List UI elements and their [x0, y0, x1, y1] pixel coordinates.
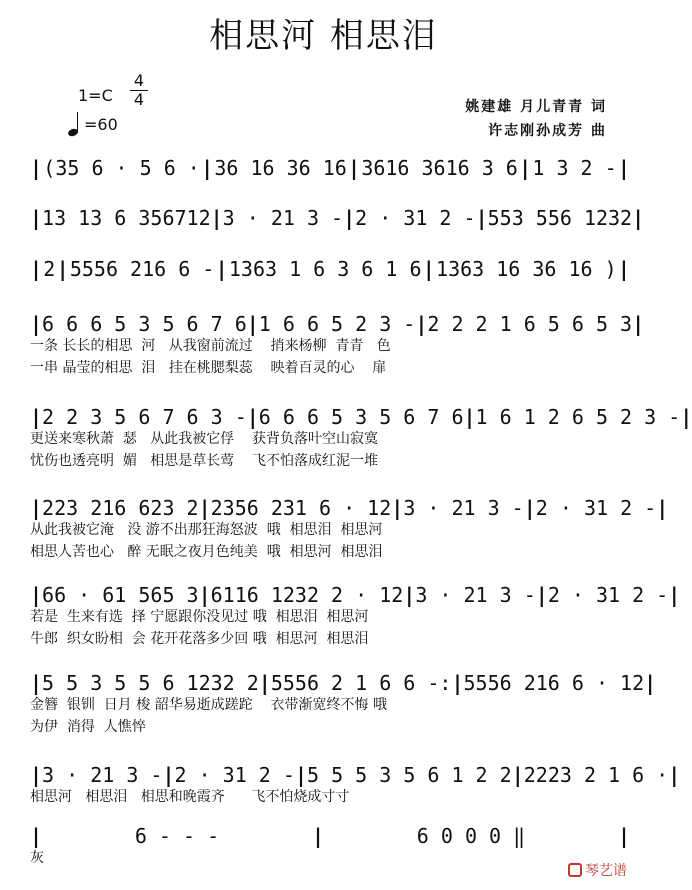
barline: | [210, 206, 223, 230]
barline: | [668, 583, 681, 607]
barline: | [348, 156, 361, 180]
measure: 6116 1232 2 · 12 [210, 583, 404, 607]
barline: | [617, 257, 630, 281]
notation-system [30, 157, 630, 179]
barline: | [403, 583, 416, 607]
notation-system [30, 763, 681, 787]
measure: 2 · 31 2 - [174, 763, 295, 787]
barline: | [632, 312, 645, 336]
barline: | [343, 206, 356, 230]
barline: | [311, 824, 324, 848]
barline: | [535, 583, 548, 607]
barline: | [246, 312, 259, 336]
measure: 1 6 1 2 6 5 2 3 - [475, 405, 681, 429]
measure: 2 · 31 2 - [355, 206, 476, 230]
lyric-line: 从此我被它淹 没 游不出那狂海怒波 哦 相思泪 相思河 [30, 522, 383, 538]
measure: 553 556 1232 [487, 206, 633, 230]
barline: | [523, 496, 536, 520]
measure: 1363 1 6 3 6 1 6 [228, 257, 422, 281]
measure: 6 0 0 0 ‖ [416, 824, 526, 848]
song-title: 相思河 相思泪 [209, 16, 438, 56]
barline: | [30, 206, 43, 230]
lyric-line: 为伊 消得 人憔悴 [30, 719, 146, 735]
measure: 3616 3616 3 6 [361, 156, 518, 180]
measure: 6 6 6 5 3 5 6 7 6 [42, 312, 247, 336]
barline: | [617, 156, 630, 180]
barline: | [162, 763, 175, 787]
barline: | [451, 671, 464, 695]
time-signature-top: 4 [133, 71, 145, 90]
lyric-line: 灰 [30, 850, 44, 866]
barline: | [511, 763, 524, 787]
site-logo [568, 860, 627, 880]
measure: 3 · 21 3 - [42, 763, 163, 787]
measure: 223 216 623 2 [42, 496, 199, 520]
barline: | [30, 496, 43, 520]
barline: | [680, 405, 692, 429]
measure: 13 13 6 35671̇2 [42, 206, 211, 230]
key-signature: 1=C [78, 86, 113, 105]
tempo-marking [68, 112, 118, 136]
measure: 5 5 5 3 5 6 1 2 2 [306, 763, 512, 787]
notation-system [30, 405, 692, 429]
lyric-line: 一条 长长的相思 河 从我窗前流过 捎来杨柳 青青 色 [30, 338, 391, 354]
measure: 1363 16 36 16 ) [436, 257, 617, 281]
barline: | [30, 763, 43, 787]
barline: | [463, 405, 476, 429]
barline: | [198, 496, 211, 520]
measure: 2 2 2 1 6 5 6 5 3 [427, 312, 633, 336]
lyric-line: 金簪 银钏 日月 梭 韶华易逝成蹉跎 衣带渐宽终不悔 哦 [30, 697, 387, 713]
barline: | [30, 824, 43, 848]
measure: 6 - - - [134, 824, 220, 848]
composer-credit: 许志刚孙成芳 曲 [488, 123, 607, 139]
lyric-line: 一串 晶莹的相思 泪 挂在桃腮梨蕊 映着百灵的心 扉 [30, 360, 387, 376]
notation-system [30, 825, 630, 847]
measure: 3 · 21 3 - [403, 496, 524, 520]
measure: 5556 216 6 · 12 [463, 671, 645, 695]
barline: | [30, 583, 43, 607]
barline: | [422, 257, 435, 281]
notation-system [30, 258, 630, 280]
measure: 2223 2 1 6 · [523, 763, 669, 787]
lyric-line: 相思河 相思泪 相思和晚霞齐 飞不怕烧成寸寸 [30, 789, 350, 805]
lyric-line: 若是 生来有选 择 宁愿跟你没见过 哦 相思泪 相思河 [30, 609, 369, 625]
barline: | [215, 257, 228, 281]
measure: 2 2 3 5 6 7 6 3 - [42, 405, 247, 429]
barline: | [519, 156, 532, 180]
barline: | [56, 257, 69, 281]
barline: | [30, 405, 43, 429]
barline: | [656, 496, 669, 520]
measure: 3 · 21 3 - [415, 583, 536, 607]
barline: | [30, 312, 43, 336]
measure: (35 6 · 5 6 · [43, 156, 200, 180]
notation-system [30, 312, 645, 336]
time-signature [130, 72, 148, 109]
measure: 1 6 6 5 2 3 - [258, 312, 416, 336]
barline: | [30, 671, 43, 695]
measure: 66 · 61 565 3 [42, 583, 199, 607]
measure: 2 · 31 2 - [547, 583, 669, 607]
notation-system [30, 496, 669, 520]
barline: | [246, 405, 259, 429]
measure: 2356 231 6 · 12 [210, 496, 392, 520]
measure: 3 · 21 3 - [222, 206, 344, 230]
measure: 2 [43, 257, 56, 281]
lyric-line: 牛郎 织女盼相 会 花开花落多少回 哦 相思河 相思泪 [30, 631, 369, 647]
logo-text: 琴艺谱 [585, 863, 627, 879]
barline: | [30, 257, 43, 281]
notation-system [30, 671, 657, 695]
barline: | [632, 206, 645, 230]
measure: 5556 2 1 6 6 -: [270, 671, 452, 695]
barline: | [617, 824, 630, 848]
lyric-line: 相思人苦也心 醉 无眠之夜月色纯美 哦 相思河 相思泪 [30, 544, 383, 560]
measure: 6 6 6 5 3 5 6 7 6 [258, 405, 464, 429]
barline: | [30, 156, 43, 180]
lyricist-credit: 姚建雄 月儿青青 词 [465, 99, 607, 115]
measure: 1 3 2 - [532, 156, 617, 180]
barline: | [201, 156, 214, 180]
tempo-value: =60 [84, 114, 118, 134]
barline: | [644, 671, 657, 695]
measure: 36 16 36 16 [214, 156, 347, 180]
measure: 5 5 3 5 5 6 1232 2 [42, 671, 259, 695]
barline: | [198, 583, 211, 607]
barline: | [415, 312, 428, 336]
barline: | [391, 496, 404, 520]
notation-system [30, 583, 681, 607]
lyric-line: 更送来寒秋萧 瑟 从此我被它俘 获背负落叶空山寂寞 [30, 431, 379, 447]
measure: 5556 216 6 - [69, 257, 215, 281]
quarter-note-icon [68, 112, 80, 136]
lyric-line: 忧伤也透亮明 媚 相思是草长莺 飞不怕落成红泥一堆 [30, 453, 379, 469]
time-signature-bottom: 4 [130, 90, 148, 109]
barline: | [475, 206, 488, 230]
barline: | [294, 763, 307, 787]
measure: 2 · 31 2 - [535, 496, 657, 520]
logo-icon [568, 863, 582, 877]
barline: | [668, 763, 681, 787]
barline: | [258, 671, 271, 695]
notation-system [30, 206, 645, 230]
